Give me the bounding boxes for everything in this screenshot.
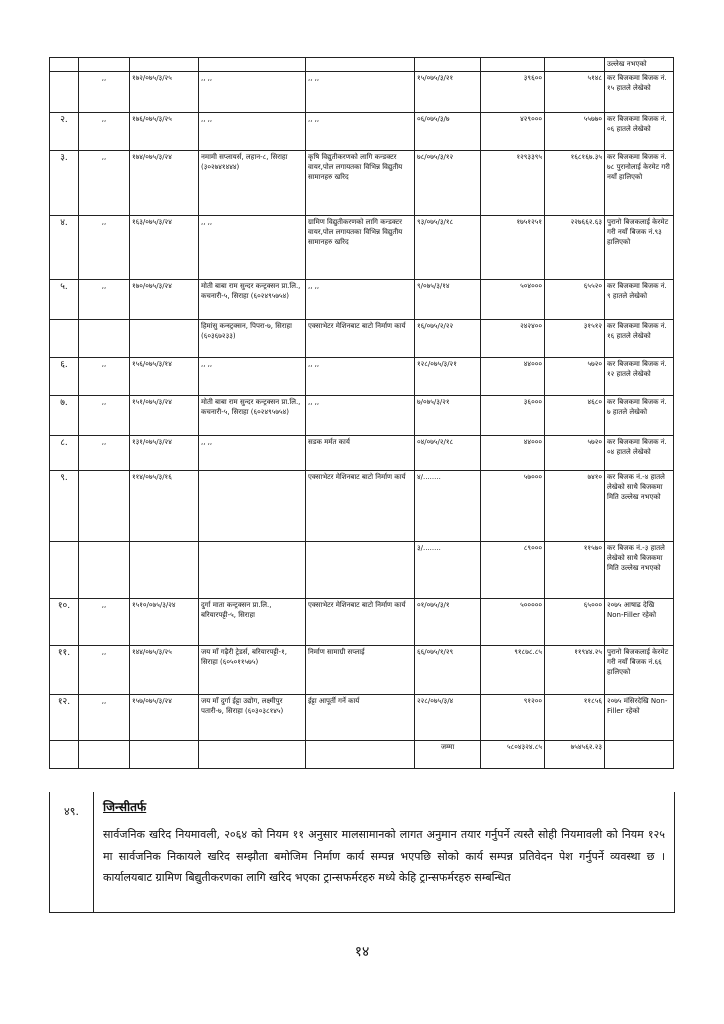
table-row xyxy=(50,113,674,151)
total-label: जम्मा xyxy=(415,741,481,769)
ditto-mark-cell: ,, xyxy=(79,599,130,646)
page-number: १४ xyxy=(354,944,370,960)
amount-cell: ९१८७८.८५ xyxy=(481,646,545,695)
tax-amount-cell: ५७२० xyxy=(545,358,605,396)
work-description-cell: एक्साभेटर मेशिनबाट बाटो निर्माण कार्य xyxy=(306,320,415,358)
remark-cell: कर बिजकमा बिजक नं. ०६ हातले लेखेको xyxy=(605,113,674,151)
remark-cell: कर बिजकमा बिजक नं. १५ हातले लेखेको xyxy=(605,72,674,113)
table-row xyxy=(50,646,674,695)
invoice-code-cell: १७६/०७५/३/२५ xyxy=(130,113,199,151)
supplier-name-cell xyxy=(199,471,306,542)
section-number: ४९. xyxy=(50,792,94,912)
work-description-cell: ईट्टा आपूर्ती गर्ने कार्य xyxy=(306,695,415,741)
amount-cell: ३६००० xyxy=(481,396,545,436)
invoice-code-cell: १४४/०७५/३/२५ xyxy=(130,646,199,695)
table-row xyxy=(50,216,674,280)
supplier-name-cell: ,, ,, xyxy=(199,436,306,471)
amount-cell: १२९३३९५ xyxy=(481,151,545,216)
work-description-cell: ,, ,, xyxy=(306,396,415,436)
empty-cell xyxy=(130,741,199,769)
invoice-code-cell xyxy=(130,320,199,358)
serial-number-cell: १०. xyxy=(50,599,79,646)
bill-date-cell: ९/०७५/३/१४ xyxy=(415,280,481,320)
supplier-name-cell xyxy=(199,542,306,599)
ditto-mark-cell: ,, xyxy=(79,151,130,216)
remark-cell: कर बिजकमा बिजक नं. १२ हातले लेखेको xyxy=(605,358,674,396)
serial-number-cell: ११. xyxy=(50,646,79,695)
empty-cell xyxy=(605,741,674,769)
total-amount: ५८०४३२४.८५ xyxy=(481,741,545,769)
bill-date-cell: ७/०७५/३/२१ xyxy=(415,396,481,436)
remark-cell: कर बिजक नं.-४ हातले लेखेको साथै बिजकमा मिति उल्लेख नभएको xyxy=(605,471,674,542)
table-row-top xyxy=(50,58,674,72)
empty-cell xyxy=(79,741,130,769)
serial-number-cell: ६. xyxy=(50,358,79,396)
amount-cell: ५००००० xyxy=(481,599,545,646)
tax-amount-cell: १६८१६७.३५ xyxy=(545,151,605,216)
tax-amount-cell: ११९४४.२५ xyxy=(545,646,605,695)
tax-amount-cell: ६५००० xyxy=(545,599,605,646)
remark-cell: कर बिजक नं.-३ हातले लेखेको साथै बिजकमा मिति उल्लेख नभएको xyxy=(605,542,674,599)
tax-amount-cell: ३१५१२ xyxy=(545,320,605,358)
invoice-code-cell xyxy=(130,542,199,599)
ditto-mark-cell xyxy=(79,471,130,542)
tax-amount-cell: ६५५२० xyxy=(545,280,605,320)
serial-number-cell: २. xyxy=(50,113,79,151)
table-row xyxy=(50,72,674,113)
ditto-mark-cell xyxy=(79,542,130,599)
serial-number-cell: १२. xyxy=(50,695,79,741)
invoice-code-cell: ११४/०७५/३/१६ xyxy=(130,471,199,542)
section-content xyxy=(95,792,673,912)
amount-cell: ९१२०० xyxy=(481,695,545,741)
tax-amount-cell: ५५७७० xyxy=(545,113,605,151)
supplier-name-cell: हिमांसु कन्स्ट्रक्सन, पिपरा-७, सिराहा (६०३६७२३३) xyxy=(199,320,306,358)
invoice-code-cell: १७४/०७५/३/२४ xyxy=(130,151,199,216)
remark-cell: कर बिजकमा बिजक नं. ७ हातले लेखेको xyxy=(605,396,674,436)
ditto-mark-cell: ,, xyxy=(79,436,130,471)
remark-cell: पुरानो बिजकलाई केरमेट गरी नयाँ बिजक नं.९३ हालिएको xyxy=(605,216,674,280)
tax-amount-cell: ५७२० xyxy=(545,436,605,471)
amount-cell: १७५१२५१ xyxy=(481,216,545,280)
work-description-cell: एक्साभेटर मेशिनबाट बाटो निर्माण कार्य xyxy=(306,599,415,646)
table-row xyxy=(50,396,674,436)
invoice-code-cell: १७२/०७५/३/२५ xyxy=(130,72,199,113)
bill-date-cell: १६/०७५/२/२२ xyxy=(415,320,481,358)
ditto-mark-cell: ,, xyxy=(79,113,130,151)
remark-cell: २०७५ आषाढ देखि Non-Filler रहेको xyxy=(605,599,674,646)
ditto-mark-cell: ,, xyxy=(79,358,130,396)
amount-cell: ४४००० xyxy=(481,436,545,471)
bill-date-cell: ९३/०७५/३/१८ xyxy=(415,216,481,280)
table-row xyxy=(50,280,674,320)
bill-date-cell: ४/........ xyxy=(415,471,481,542)
supplier-name-cell: ,, ,, xyxy=(199,216,306,280)
remark-cell: कर बिजकमा बिजक नं. ०४ हातले लेखेको xyxy=(605,436,674,471)
remark-cell: कर बिजकमा बिजक नं. ९ हातले लेखेको xyxy=(605,280,674,320)
serial-number-cell xyxy=(50,320,79,358)
amount-cell: ४२९००० xyxy=(481,113,545,151)
invoice-code-cell: १७०/०७५/३/२४ xyxy=(130,280,199,320)
section-title: जिन्सीतर्फ xyxy=(103,800,147,814)
work-description-cell: ,, ,, xyxy=(306,358,415,396)
bill-date-cell: ०१/०७५/३/१ xyxy=(415,599,481,646)
ditto-mark-cell: ,, xyxy=(79,280,130,320)
total-tax: ७५४५६२.२३ xyxy=(545,741,605,769)
serial-number-cell: ५. xyxy=(50,280,79,320)
supplier-name-cell: मोती बाबा राम सुन्दर कन्ट्रक्सन प्रा.लि., कचनारी-५, सिराहा (६०२४९५७५४) xyxy=(199,396,306,436)
table-row xyxy=(50,358,674,396)
ditto-mark-cell: ,, xyxy=(79,216,130,280)
work-description-cell: निर्माण सामाग्री सप्लाई xyxy=(306,646,415,695)
tax-amount-cell: ७४१० xyxy=(545,471,605,542)
invoice-code-cell: १५७/०७५/३/२४ xyxy=(130,695,199,741)
bill-date-cell: ७८/०७५/३/१२ xyxy=(415,151,481,216)
supplier-name-cell: ,, ,, xyxy=(199,113,306,151)
ditto-mark-cell: ,, xyxy=(79,646,130,695)
supplier-name-cell: जय माँ दुर्गा ईट्टा उद्योग, लक्ष्मीपुर पतारी-७, सिराहा (६०३०३८१४५) xyxy=(199,695,306,741)
bill-date-cell: ०४/०७५/२/१८ xyxy=(415,436,481,471)
serial-number-cell xyxy=(50,542,79,599)
amount-cell: ५७००० xyxy=(481,471,545,542)
supplier-name-cell: जय माँ गढ़ैरी ट्रेडर्स, बरियारपट्टी-१, सिराहा (६०५०११५७५) xyxy=(199,646,306,695)
tax-amount-cell: ५१४८ xyxy=(545,72,605,113)
work-description-cell: सडक मर्मत कार्य xyxy=(306,436,415,471)
table-row xyxy=(50,320,674,358)
bill-date-cell: ६६/०७५/१/२९ xyxy=(415,646,481,695)
remark-cell: २०७५ मंसिरदेखि Non-Filler रहेको xyxy=(605,695,674,741)
work-description-cell: कृषि विद्युतीकरणको लागि कन्डक्टर वायर,पोल लगायतका विभिन्न विद्युतीय सामानहरु खरिद xyxy=(306,151,415,216)
remark-cell: कर बिजकमा बिजक नं. १६ हातले लेखेको xyxy=(605,320,674,358)
serial-number-cell: ४. xyxy=(50,216,79,280)
supplier-name-cell: दुर्गा माता कन्ट्रक्सन प्रा.लि., बरियारपट्टी-५, सिराहा xyxy=(199,599,306,646)
section-block xyxy=(49,792,675,913)
supplier-name-cell: ,, ,, xyxy=(199,358,306,396)
amount-cell: ५०४००० xyxy=(481,280,545,320)
invoice-code-cell: १५१०/०७५/३/२४ xyxy=(130,599,199,646)
table-row xyxy=(50,542,674,599)
bill-date-cell: ३/........ xyxy=(415,542,481,599)
purchase-table xyxy=(49,57,674,769)
ditto-mark-cell: ,, xyxy=(79,72,130,113)
serial-number-cell xyxy=(50,72,79,113)
tax-amount-cell: ११५७० xyxy=(545,542,605,599)
empty-cell xyxy=(199,741,306,769)
bill-date-cell: ०६/०७५/३/७ xyxy=(415,113,481,151)
work-description-cell: ,, ,, xyxy=(306,113,415,151)
section-body: सार्वजनिक खरिद नियमावली, २०६४ को नियम ११ अनुसार मालसामानको लागत अनुमान तयार गर्नुपर्ने त्यस्तै सोही नियमावली को नियम १२५ मा सार्वजनिक निकायले खरिद सम्झौता बमोजिम निर्माण कार्य सम्पन्न भएपछि सोको कार्य सम्पन्न प्रतिवेदन पेश गर्नुपर्ने व्यवस्था छ । कार्यालयबाट ग्रामिण बिद्युतीकरणका लागि खरिद भएका ट्रान्सफर्मरहरु मध्ये केहि ट्रान्सफर्मरहरु सम्बन्धित xyxy=(103,828,665,884)
remark-cell: कर बिजकमा बिजक नं. ७८ पुरानोलाई केरमेट गरी नयाँ हालिएको xyxy=(605,151,674,216)
supplier-name-cell: ,, ,, xyxy=(199,72,306,113)
ditto-mark-cell xyxy=(79,320,130,358)
ditto-mark-cell: ,, xyxy=(79,695,130,741)
work-description-cell: ,, ,, xyxy=(306,280,415,320)
table-row xyxy=(50,151,674,216)
supplier-name-cell: मोती बाबा राम सुन्दर कन्ट्रक्सन प्रा.लि., कचनारी-५, सिराहा (६०२४९५७५४) xyxy=(199,280,306,320)
work-description-cell: ग्रामिण विद्युतीकरणको लागि कन्डक्टर वायर,पोल लगायतका विभिन्न विद्युतीय सामानहरु खरिद xyxy=(306,216,415,280)
tax-amount-cell: २२७६६२.६३ xyxy=(545,216,605,280)
table-row xyxy=(50,471,674,542)
work-description-cell: एक्साभेटर मेशिनबाट बाटो निर्माण कार्य xyxy=(306,471,415,542)
remark-cell: पुरानो बिजकलाई केरमेट गरी नयाँ बिजक नं.६६ हालिएको xyxy=(605,646,674,695)
work-description-cell: ,, ,, xyxy=(306,72,415,113)
amount-cell: ८९००० xyxy=(481,542,545,599)
empty-cell xyxy=(306,741,415,769)
serial-number-cell: ८. xyxy=(50,436,79,471)
top-note: उल्लेख नभएको xyxy=(605,58,674,72)
supplier-name-cell: नमामी सप्लायर्स, लहान-८, सिराहा (३०२७४१४४४) xyxy=(199,151,306,216)
invoice-code-cell: १३१/०७५/३/२४ xyxy=(130,436,199,471)
table-row xyxy=(50,695,674,741)
amount-cell: ३९६०० xyxy=(481,72,545,113)
serial-number-cell: ९. xyxy=(50,471,79,542)
serial-number-cell: ३. xyxy=(50,151,79,216)
bill-date-cell: १२८/०७५/३/२१ xyxy=(415,358,481,396)
invoice-code-cell: १६३/०७५/३/२४ xyxy=(130,216,199,280)
table-row xyxy=(50,599,674,646)
bill-date-cell: १५/०७५/३/२१ xyxy=(415,72,481,113)
table-row xyxy=(50,436,674,471)
ditto-mark-cell: ,, xyxy=(79,396,130,436)
bill-date-cell: २२८/०७५/३/४ xyxy=(415,695,481,741)
amount-cell: २४२४०० xyxy=(481,320,545,358)
tax-amount-cell: ४६८० xyxy=(545,396,605,436)
amount-cell: ४४००० xyxy=(481,358,545,396)
empty-cell xyxy=(50,741,79,769)
work-description-cell xyxy=(306,542,415,599)
invoice-code-cell: १५६/०७५/३/१४ xyxy=(130,358,199,396)
serial-number-cell: ७. xyxy=(50,396,79,436)
tax-amount-cell: ११८५६ xyxy=(545,695,605,741)
total-row xyxy=(50,741,674,769)
invoice-code-cell: १५१/०७५/३/२४ xyxy=(130,396,199,436)
